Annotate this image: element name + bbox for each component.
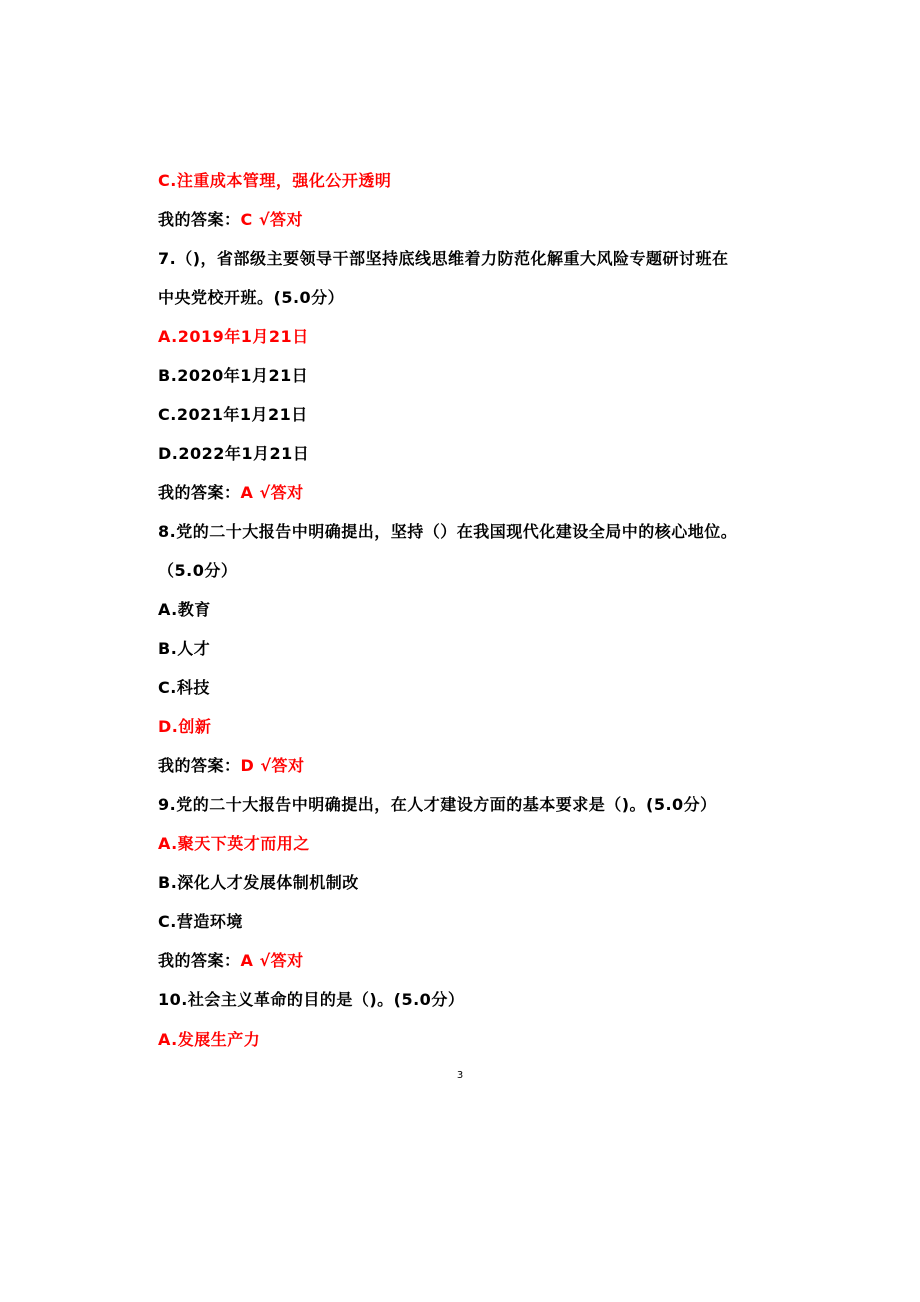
q8-option-c: C.科技	[158, 678, 210, 697]
q7-question-line2: 中央党校开班。(5.0分）	[158, 288, 345, 307]
answer-label: 我的答案：	[158, 951, 241, 970]
q9-question: 9.党的二十大报告中明确提出，在人才建设方面的基本要求是（)。(5.0分）	[158, 795, 717, 814]
q7-question-line1: 7.（)，省部级主要领导干部坚持底线思维着力防范化解重大风险专题研讨班在	[158, 249, 729, 268]
q10-question: 10.社会主义革命的目的是（)。(5.0分）	[158, 990, 465, 1009]
q7-answer-line	[158, 482, 304, 504]
q9-option-a-correct: A.聚天下英才而用之	[158, 834, 310, 853]
q8-option-d-correct: D.创新	[158, 717, 212, 736]
q7-option-b: B.2020年1月21日	[158, 366, 309, 385]
q6-option-c-correct: C.注重成本管理，强化公开透明	[158, 171, 392, 190]
answer-value: A √答对	[240, 951, 304, 970]
q6-answer-line	[158, 209, 303, 231]
answer-value: D √答对	[240, 756, 305, 775]
q9-answer-line	[158, 950, 304, 972]
answer-label: 我的答案：	[158, 210, 241, 229]
q8-answer-line	[158, 755, 305, 777]
q9-option-b: B.深化人才发展体制机制改	[158, 873, 359, 892]
q8-option-b: B.人才	[158, 639, 211, 658]
q8-option-a: A.教育	[158, 600, 211, 619]
q10-option-a-correct: A.发展生产力	[158, 1030, 261, 1049]
answer-value: A √答对	[240, 483, 304, 502]
q8-question-line2: （5.0分）	[158, 561, 238, 580]
page-number: 3	[456, 1070, 464, 1081]
answer-value: C √答对	[240, 210, 304, 229]
q7-option-d: D.2022年1月21日	[158, 444, 310, 463]
answer-label: 我的答案：	[158, 756, 241, 775]
q7-option-a-correct: A.2019年1月21日	[158, 327, 309, 346]
q8-question-line1: 8.党的二十大报告中明确提出，坚持（）在我国现代化建设全局中的核心地位。	[158, 522, 738, 541]
answer-label: 我的答案：	[158, 483, 241, 502]
q7-option-c: C.2021年1月21日	[158, 405, 308, 424]
q9-option-c: C.营造环境	[158, 912, 243, 931]
